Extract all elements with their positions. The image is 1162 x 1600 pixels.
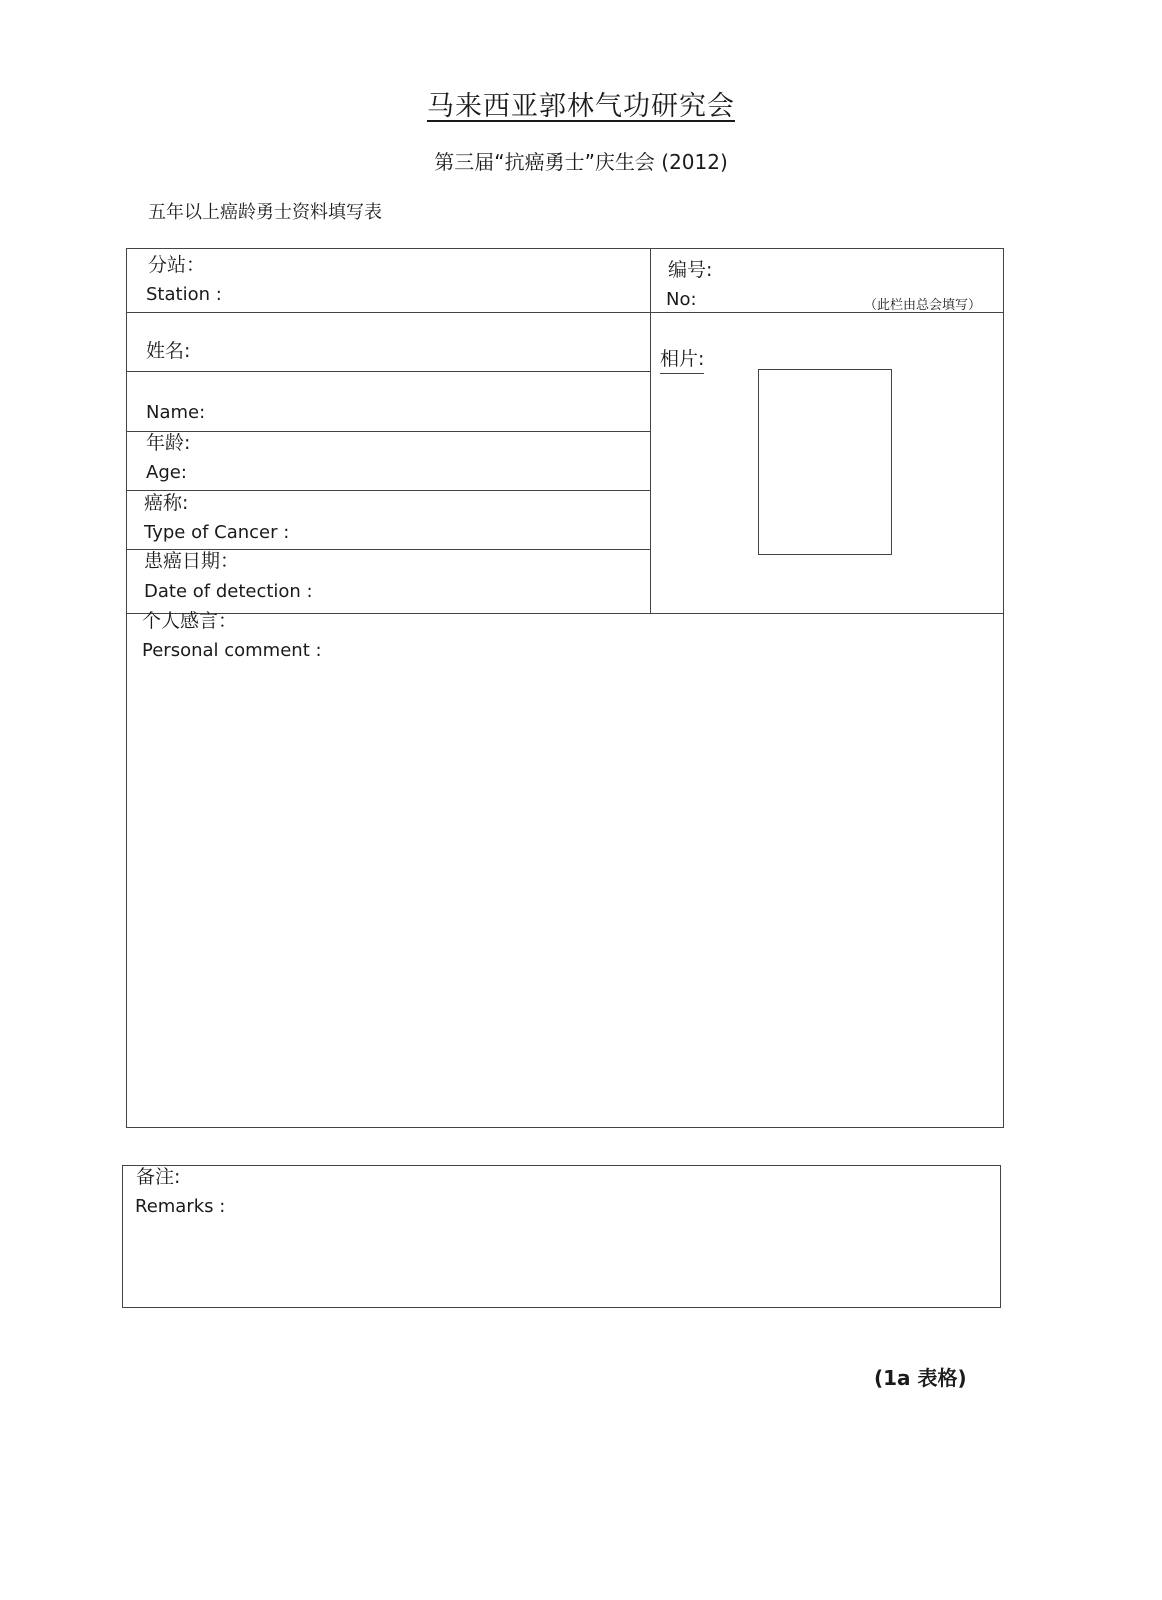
form-code: (1a 表格) [874,1366,967,1390]
station-field[interactable] [240,256,640,306]
cancer-type-label-en: Type of Cancer : [144,522,290,543]
comment-label-en: Personal comment : [142,640,322,661]
name-label-zh: 姓名: [146,340,191,362]
cancer-type-field[interactable] [310,495,640,545]
form-heading: 五年以上癌龄勇士资料填写表 [148,202,382,223]
remarks-field[interactable] [132,1224,992,1302]
event-subtitle: 第三届“抗癌勇士”庆生会 (2012) [434,150,728,174]
detection-date-label-zh: 患癌日期： [144,550,240,572]
row-divider [126,490,651,491]
age-field[interactable] [220,436,640,486]
station-label-zh: 分站： [148,254,206,276]
number-label-zh: 编号: [668,259,713,281]
comment-field[interactable] [136,672,996,1120]
detection-date-field[interactable] [330,554,640,609]
station-label-en: Station : [146,284,222,305]
organization-title: 马来西亚郭林气功研究会 [427,91,735,122]
row-divider [126,431,651,432]
photo-label: 相片: [660,344,704,374]
remarks-label-zh: 备注: [136,1166,181,1188]
detection-date-label-en: Date of detection : [144,581,313,602]
row-divider [126,613,1004,614]
name-label-en: Name: [146,402,206,423]
age-label-zh: 年龄: [146,432,191,454]
remarks-label-en: Remarks : [135,1196,226,1217]
number-admin-note: （此栏由总会填写） [864,298,982,313]
name-field[interactable] [220,320,640,425]
cancer-type-label-zh: 癌称: [144,492,189,514]
photo-box[interactable] [758,369,892,555]
comment-label-zh: 个人感言： [142,610,238,632]
age-label-en: Age: [146,462,187,483]
number-label-en: No: [666,289,697,310]
